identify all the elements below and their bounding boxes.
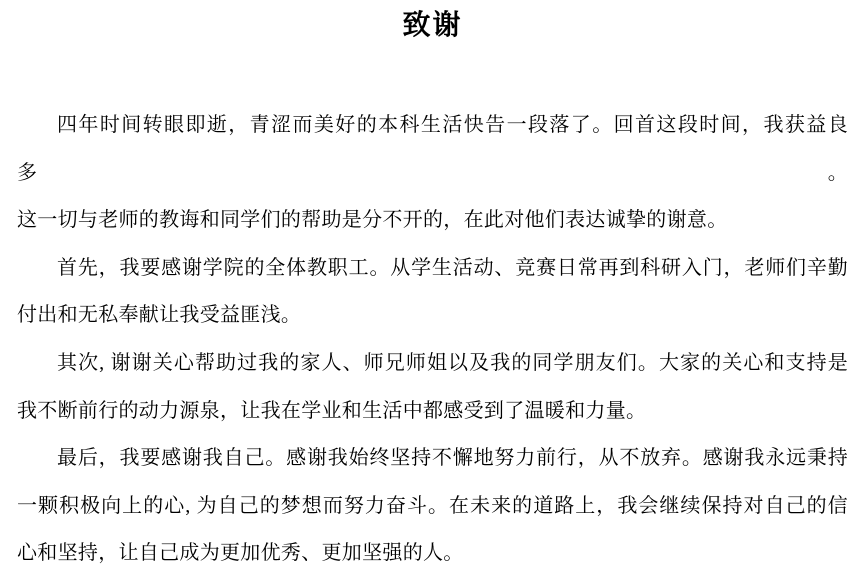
paragraph: [17, 435, 848, 578]
paragraph-line: 最后，我要感谢我自己。感谢我始终坚持不懈地努力前行，从不放弃。感谢我永远秉持: [57, 447, 848, 470]
paragraph-line: 首先，我要感谢学院的全体教职工。从学生活动、竞赛日常再到科研入门，老师们辛勤: [57, 256, 848, 279]
paragraph-line: 其次, 谢谢关心帮助过我的家人、师兄师姐以及我的同学朋友们。大家的关心和支持是: [57, 351, 848, 374]
page-title: 致谢: [402, 10, 463, 41]
paragraph-line: 我不断前行的动力源泉，让我在学业和生活中都感受到了温暖和力量。: [17, 399, 647, 422]
document-page: [0, 6, 865, 565]
paragraph-line: 四年时间转眼即逝，青涩而美好的本科生活快告一段落了。回首这段时间，我获益良多。: [17, 114, 848, 184]
document-body: [17, 102, 848, 578]
paragraph: [17, 102, 848, 245]
paragraph-line: 付出和无私奉献让我受益匪浅。: [17, 304, 302, 327]
paragraph-line: 一颗积极向上的心, 为自己的梦想而努力奋斗。在未来的道路上，我会继续保持对自己的信: [17, 494, 848, 517]
paragraph-line: 这一切与老师的教诲和同学们的帮助是分不开的，在此对他们表达诚挚的谢意。: [17, 209, 728, 232]
paragraph: [17, 245, 848, 340]
paragraph-line: 心和坚持，让自己成为更加优秀、更加坚强的人。: [17, 542, 464, 565]
paragraph: [17, 340, 848, 435]
